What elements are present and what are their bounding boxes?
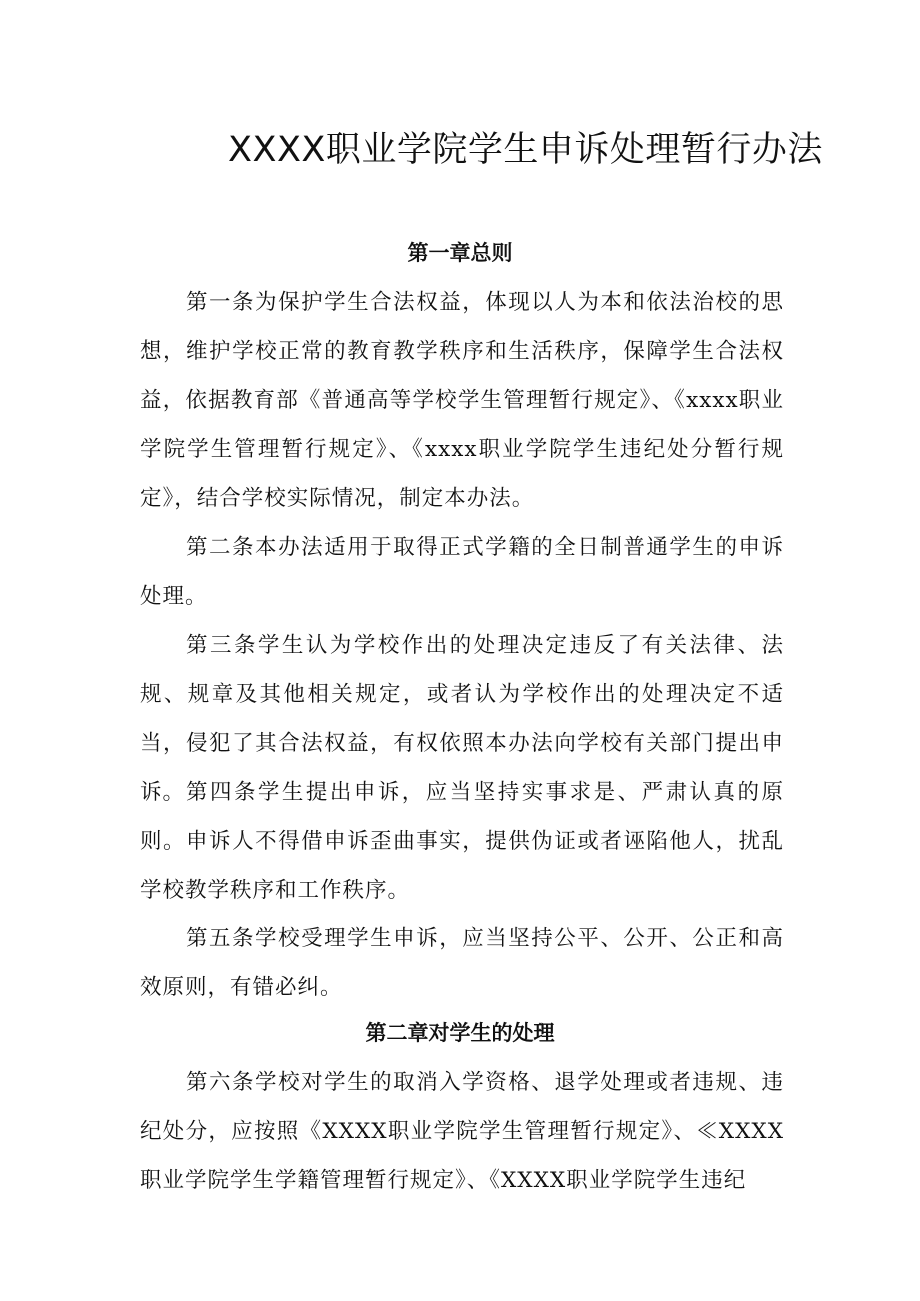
- document-title: XXXX职业学院学生申诉处理暂行办法: [228, 130, 823, 170]
- article-5: 第五条学校受理学生申诉，应当坚持公平、公开、公正和高效原则，有错必纠。: [140, 926, 784, 1000]
- chapter-heading-1: 第一章总则: [407, 241, 513, 265]
- article-3: 第三条学生认为学校作出的处理决定违反了有关法律、法规、规章及其他相关规定，或者认为学校作出的处理决定不适当，侵犯了其合法权益，有权依照本办法向学校有关部门提出申诉。: [140, 633, 784, 805]
- article-4: 第四条学生提出申诉，应当坚持实事求是、严肃认真的原则。申诉人不得借申诉歪曲事实，提供伪证或者诬陷他人，扰乱学校教学秩序和工作秩序。: [140, 780, 784, 903]
- article-6: 第六条学校对学生的取消入学资格、退学处理或者违规、违纪处分，应按照《XXXX职业学院学生管理暂行规定》、≪XXXX职业学院学生学籍管理暂行规定》、《XXXX职业学院学生违纪: [140, 1070, 784, 1193]
- article-2: 第二条本办法适用于取得正式学籍的全日制普通学生的申诉处理。: [140, 535, 784, 609]
- chapter-heading-2: 第二章对学生的处理: [365, 1021, 555, 1045]
- article-1: 第一条为保护学生合法权益，体现以人为本和依法治校的思想，维护学校正常的教育教学秩序和生活秩序，保障学生合法权益，依据教育部《普通高等学校学生管理暂行规定》、《xxxx职业学院学生管理暂行规定》、《xxxx职业学院学生违纪处分暂行规定》，结合学校实际情况，制定本办法。: [140, 290, 784, 511]
